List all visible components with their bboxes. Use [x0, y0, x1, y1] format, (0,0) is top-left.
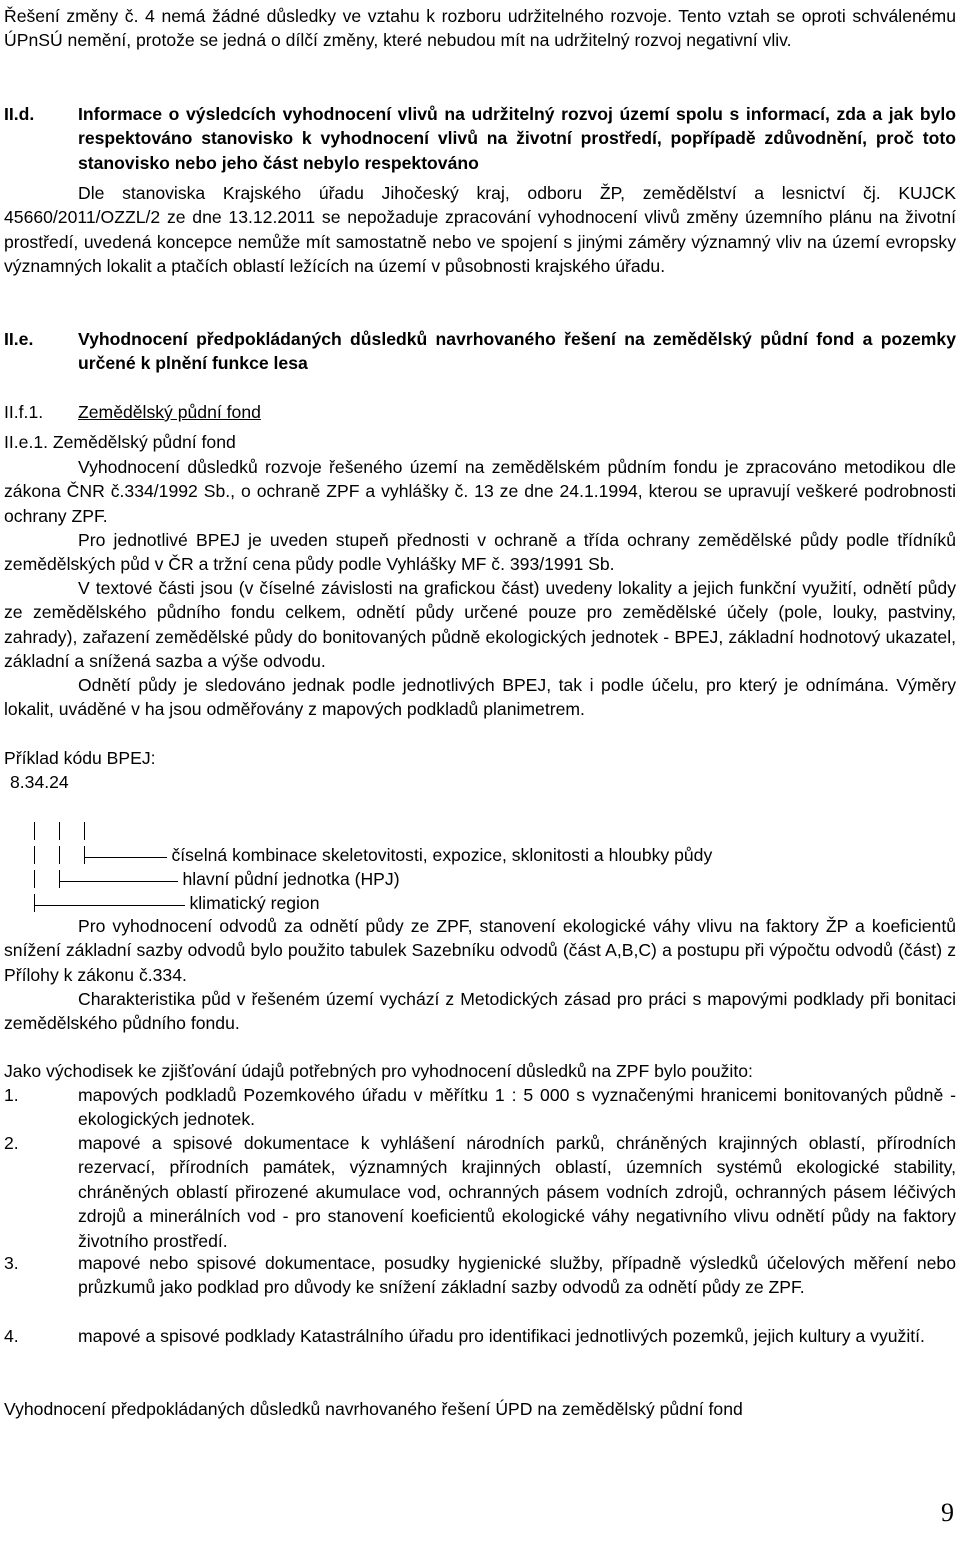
section-e-number: II.e.	[4, 329, 34, 349]
closing-line: Vyhodnocení předpokládaných důsledků navrhovaného řešení ÚPD na zemědělský půdní fond	[4, 1399, 743, 1419]
section-f1-number: II.f.1.	[4, 402, 44, 422]
bpej-code: 8.34.24	[10, 772, 69, 792]
paragraph-6: Charakteristika půd v řešeném území vychází z Metodických zásad pro práci s mapovými podklady při bonitaci zemědělského půdního fondu.	[4, 989, 956, 1034]
list-item-2-text: mapové a spisové dokumentace k vyhlášení národních parků, chráněných krajinných oblastí, přírodních rezervací, přírodních památek, významných krajinných oblastí, územních systémů ekologické stability, chráněných oblastí přirozené akumulace vod, ochranných pásem vodních zdrojů, ochranných pásem léčivých zdrojů a minerálních vod - pro stanovení koeficientů ekologické váhy negativního vlivu odnětí půdy na faktory životního prostředí.	[78, 1133, 956, 1251]
list-item-1-text: mapových podkladů Pozemkového úřadu v měřítku 1 : 5 000 s vyznačenými hranicemi bonitovaných půdně - ekologických jednotek.	[78, 1085, 956, 1130]
list-item-4-number: 4.	[4, 1326, 19, 1346]
section-d-body: Dle stanoviska Krajského úřadu Jihočeský kraj, odboru ŽP, zemědělství a lesnictví čj. KUJCK 45660/2011/OZZL/2 ze dne 13.12.2011 se nepožaduje zpracování vyhodnocení vlivů změny územního plánu na životní prostředí, uvedená koncepce nemůže mít samostatně nebo ve spojení s jinými záměry významný vliv na území evropsky významných lokalit a ptačích oblastí ležících na území v působnosti krajského úřadu.	[4, 183, 956, 277]
bpej-line-2: hlavní půdní jednotka (HPJ)	[182, 869, 400, 890]
paragraph-5: Pro vyhodnocení odvodů za odnětí půdy ze ZPF, stanovení ekologické váhy vlivu na faktory ŽP a koeficientů snížení základní sazby odvodů bylo použito tabulek Sazebníku odvodů (část A,B,C) a postupu při výpočtu odvodů (část) z Přílohy k zákonu č.334.	[4, 916, 956, 985]
paragraph-2: Pro jednotlivé BPEJ je uveden stupeň přednosti v ochraně a třída ochrany zemědělské půdy podle třídníků zemědělských půd v ČR a tržní cena půdy podle Vyhlášky MF č. 393/1991 Sb.	[4, 530, 956, 575]
list-item-4-text: mapové a spisové podklady Katastrálního úřadu pro identifikaci jednotlivých pozemků, jejich kultury a využití.	[78, 1326, 925, 1346]
section-d-title: Informace o výsledcích vyhodnocení vlivů na udržitelný rozvoj území spolu s informací, zda a jak bylo respektováno stanovisko k vyhodnocení vlivů na životní prostředí, popřípadě zdůvodnění, proč toto stanovisko nebo jeho část nebylo respektováno	[78, 104, 956, 173]
section-e1-heading: II.e.1. Zemědělský půdní fond	[4, 432, 236, 452]
list-item-3-text: mapové nebo spisové dokumentace, posudky hygienické služby, případně výsledků účelových měření nebo průzkumů jako podklad pro důvody ke snížení základní sazby odvodů za odnětí půdy ze ZPF.	[78, 1253, 956, 1298]
paragraph-1: Vyhodnocení důsledků rozvoje řešeného území na zemědělském půdním fondu je zpracováno metodikou dle zákona ČNR č.334/1992 Sb., o ochraně ZPF a vyhlášky č. 13 ze dne 24.1.1994, kterou se upravují veškeré podrobnosti ochrany ZPF.	[4, 457, 956, 526]
bpej-line-3: klimatický region	[189, 893, 320, 914]
paragraph-4: Odnětí půdy je sledováno jednak podle jednotlivých BPEJ, tak i podle účelu, pro který je odnímána. Výměry lokalit, uváděné v ha jsou odměřovány z mapových podkladů planimetrem.	[4, 675, 956, 720]
section-f1-title: Zemědělský půdní fond	[78, 402, 261, 422]
intro-paragraph: Řešení změny č. 4 nemá žádné důsledky ve vztahu k rozboru udržitelného rozvoje. Tento vztah se oproti schválenému ÚPnSÚ nemění, protože se jedná o dílčí změny, které nebudou mít na udržitelný rozvoj negativní vliv.	[4, 6, 956, 51]
bpej-label: Příklad kódu BPEJ:	[4, 748, 156, 768]
bpej-line-1: číselná kombinace skeletovitosti, expozice, sklonitosti a hloubky půdy	[171, 845, 713, 866]
paragraph-3: V textové části jsou (v číselné závislosti na grafickou část) uvedeny lokality a jejich funkční využití, odnětí půdy ze zemědělského půdního fondu celkem, odnětí půdy určené pouze pro zemědělské účely (pole, louky, pastviny, zahrady), zařazení zemědělské půdy do bonitovaných půdně ekologických jednotek - BPEJ, základní hodnotový ukazatel, základní a snížená sazba a výše odvodu.	[4, 578, 956, 672]
list-intro: Jako východisek ke zjišťování údajů potřebných pro vyhodnocení důsledků na ZPF bylo použito:	[4, 1061, 753, 1081]
page-number: 9	[941, 1498, 954, 1527]
section-d-number: II.d.	[4, 104, 35, 124]
section-e-title: Vyhodnocení předpokládaných důsledků navrhovaného řešení na zemědělský půdní fond a pozemky určené k plnění funkce lesa	[78, 329, 956, 374]
list-item-2-number: 2.	[4, 1133, 19, 1153]
list-item-3-number: 3.	[4, 1253, 19, 1273]
list-item-1-number: 1.	[4, 1085, 19, 1105]
